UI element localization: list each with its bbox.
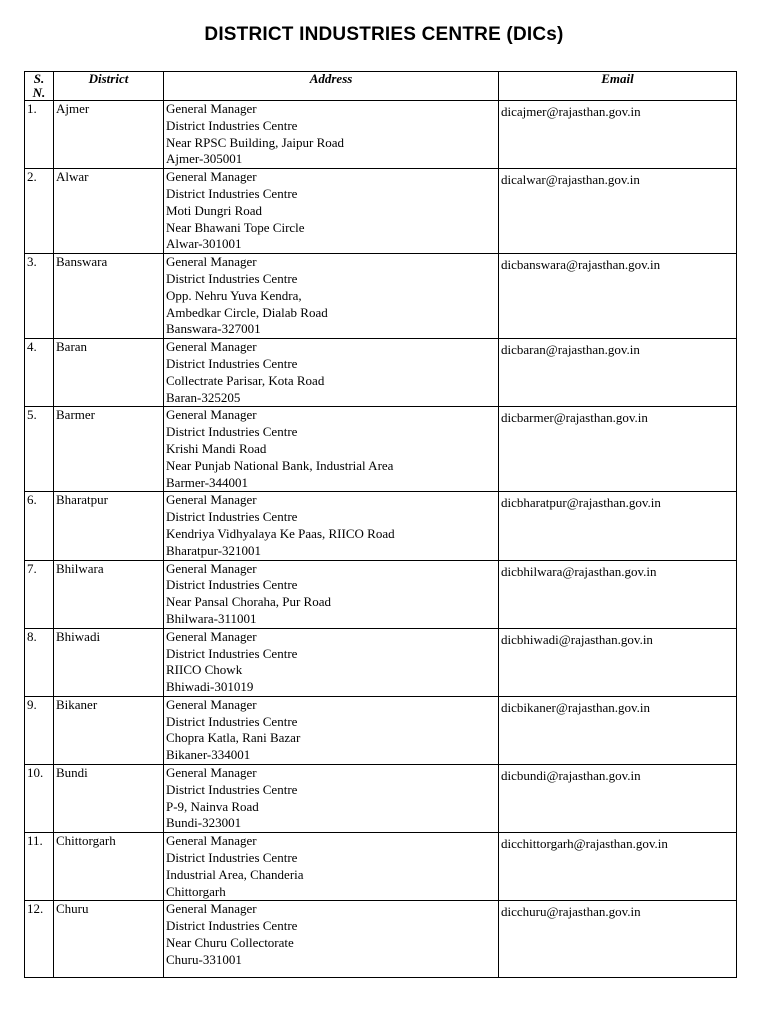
address-line: District Industries Centre bbox=[166, 355, 298, 371]
serial-number-cell: 8. bbox=[25, 628, 54, 696]
address-line: Near RPSC Building, Jaipur Road bbox=[166, 134, 345, 150]
address-cell bbox=[164, 833, 499, 901]
address-line: District Industries Centre bbox=[166, 270, 298, 286]
address-line: General Manager bbox=[166, 901, 257, 917]
address-cell bbox=[164, 101, 499, 169]
email-cell: dicbikaner@rajasthan.gov.in bbox=[499, 696, 737, 764]
table-header-row bbox=[25, 72, 737, 101]
address-line: District Industries Centre bbox=[166, 509, 298, 525]
table-row bbox=[25, 169, 737, 254]
serial-number-cell: 2. bbox=[25, 169, 54, 254]
address-line: Bharatpur-321001 bbox=[166, 542, 262, 558]
district-cell: Baran bbox=[54, 339, 164, 407]
address-line: RIICO Chowk bbox=[166, 662, 243, 678]
address-line: Near Punjab National Bank, Industrial Area bbox=[166, 457, 394, 473]
address-line: Near Pansal Choraha, Pur Road bbox=[166, 594, 331, 610]
serial-number-cell: 1. bbox=[25, 101, 54, 169]
address-line: Opp. Nehru Yuva Kendra, bbox=[166, 287, 302, 303]
table-row bbox=[25, 560, 737, 628]
email-cell: dicbanswara@rajasthan.gov.in bbox=[499, 254, 737, 339]
address-line: Baran-325205 bbox=[166, 389, 241, 405]
column-header-address: Address bbox=[164, 72, 499, 101]
address-line: General Manager bbox=[166, 696, 257, 712]
district-cell: Bharatpur bbox=[54, 492, 164, 560]
email-cell: dicbhilwara@rajasthan.gov.in bbox=[499, 560, 737, 628]
address-cell bbox=[164, 254, 499, 339]
address-line: Near Churu Collectorate bbox=[166, 935, 294, 951]
serial-number-cell: 10. bbox=[25, 765, 54, 833]
address-line: General Manager bbox=[166, 407, 257, 423]
district-cell: Chittorgarh bbox=[54, 833, 164, 901]
document-title: DISTRICT INDUSTRIES CENTRE (DICs) bbox=[204, 24, 564, 45]
column-header-sn: S. N. bbox=[25, 72, 54, 101]
serial-number-cell: 9. bbox=[25, 696, 54, 764]
table-row bbox=[25, 833, 737, 901]
table-row bbox=[25, 101, 737, 169]
district-cell: Bhiwadi bbox=[54, 628, 164, 696]
address-cell bbox=[164, 765, 499, 833]
address-line: District Industries Centre bbox=[166, 713, 298, 729]
district-cell: Bhilwara bbox=[54, 560, 164, 628]
address-line: Collectrate Parisar, Kota Road bbox=[166, 372, 325, 388]
address-line: District Industries Centre bbox=[166, 645, 298, 661]
serial-number-cell: 7. bbox=[25, 560, 54, 628]
serial-number-cell: 3. bbox=[25, 254, 54, 339]
district-cell: Ajmer bbox=[54, 101, 164, 169]
address-cell bbox=[164, 492, 499, 560]
address-cell bbox=[164, 169, 499, 254]
table-row bbox=[25, 628, 737, 696]
address-line: Moti Dungri Road bbox=[166, 202, 263, 218]
address-cell bbox=[164, 407, 499, 492]
serial-number-cell: 12. bbox=[25, 901, 54, 977]
address-line: Bhilwara-311001 bbox=[166, 610, 257, 626]
address-line: District Industries Centre bbox=[166, 781, 298, 797]
table-row bbox=[25, 696, 737, 764]
address-line: District Industries Centre bbox=[166, 577, 298, 593]
email-cell: dicbaran@rajasthan.gov.in bbox=[499, 339, 737, 407]
address-cell bbox=[164, 339, 499, 407]
email-cell: dicbundi@rajasthan.gov.in bbox=[499, 765, 737, 833]
address-line: Ajmer-305001 bbox=[166, 151, 243, 167]
address-cell bbox=[164, 696, 499, 764]
address-cell bbox=[164, 901, 499, 977]
address-line: General Manager bbox=[166, 833, 257, 849]
address-line: Banswara-327001 bbox=[166, 321, 261, 337]
address-line: General Manager bbox=[166, 492, 257, 508]
table-row bbox=[25, 407, 737, 492]
address-line: General Manager bbox=[166, 339, 257, 355]
district-cell: Banswara bbox=[54, 254, 164, 339]
email-cell: dicchittorgarh@rajasthan.gov.in bbox=[499, 833, 737, 901]
address-line: General Manager bbox=[166, 101, 257, 116]
table-row bbox=[25, 254, 737, 339]
column-header-district: District bbox=[54, 72, 164, 101]
address-line: Near Bhawani Tope Circle bbox=[166, 219, 305, 235]
address-line: District Industries Centre bbox=[166, 918, 298, 934]
email-cell: dicbharatpur@rajasthan.gov.in bbox=[499, 492, 737, 560]
address-line: Bhiwadi-301019 bbox=[166, 679, 254, 695]
address-line: Industrial Area, Chanderia bbox=[166, 866, 304, 882]
district-cell: Bikaner bbox=[54, 696, 164, 764]
district-cell: Alwar bbox=[54, 169, 164, 254]
column-header-email: Email bbox=[499, 72, 737, 101]
email-cell: dicchuru@rajasthan.gov.in bbox=[499, 901, 737, 977]
address-line: District Industries Centre bbox=[166, 185, 298, 201]
address-line: District Industries Centre bbox=[166, 424, 298, 440]
address-line: Barmer-344001 bbox=[166, 474, 249, 490]
dic-table bbox=[24, 71, 737, 978]
address-cell bbox=[164, 560, 499, 628]
address-line: Ambedkar Circle, Dialab Road bbox=[166, 304, 328, 320]
table-row bbox=[25, 492, 737, 560]
email-cell: dicajmer@rajasthan.gov.in bbox=[499, 101, 737, 169]
address-line: Kendriya Vidhyalaya Ke Paas, RIICO Road bbox=[166, 525, 395, 541]
address-line: General Manager bbox=[166, 169, 257, 185]
email-cell: dicalwar@rajasthan.gov.in bbox=[499, 169, 737, 254]
address-line: General Manager bbox=[166, 560, 257, 576]
address-line: General Manager bbox=[166, 765, 257, 781]
address-line: Alwar-301001 bbox=[166, 236, 242, 252]
serial-number-cell: 4. bbox=[25, 339, 54, 407]
table-body bbox=[25, 101, 737, 978]
address-line: District Industries Centre bbox=[166, 117, 298, 133]
email-cell: dicbarmer@rajasthan.gov.in bbox=[499, 407, 737, 492]
district-cell: Bundi bbox=[54, 765, 164, 833]
address-line: General Manager bbox=[166, 628, 257, 644]
table-row bbox=[25, 901, 737, 977]
address-line: General Manager bbox=[166, 254, 257, 270]
address-line: Churu-331001 bbox=[166, 951, 242, 967]
serial-number-cell: 11. bbox=[25, 833, 54, 901]
address-line: Chittorgarh bbox=[166, 883, 226, 899]
table-row bbox=[25, 339, 737, 407]
address-line: District Industries Centre bbox=[166, 850, 298, 866]
address-line: Bundi-323001 bbox=[166, 815, 242, 831]
address-line: Krishi Mandi Road bbox=[166, 440, 267, 456]
address-line: P-9, Nainva Road bbox=[166, 798, 259, 814]
address-cell bbox=[164, 628, 499, 696]
address-line: Chopra Katla, Rani Bazar bbox=[166, 730, 301, 746]
address-line: Bikaner-334001 bbox=[166, 747, 251, 763]
serial-number-cell: 6. bbox=[25, 492, 54, 560]
table-row bbox=[25, 765, 737, 833]
district-cell: Churu bbox=[54, 901, 164, 977]
district-cell: Barmer bbox=[54, 407, 164, 492]
serial-number-cell: 5. bbox=[25, 407, 54, 492]
email-cell: dicbhiwadi@rajasthan.gov.in bbox=[499, 628, 737, 696]
